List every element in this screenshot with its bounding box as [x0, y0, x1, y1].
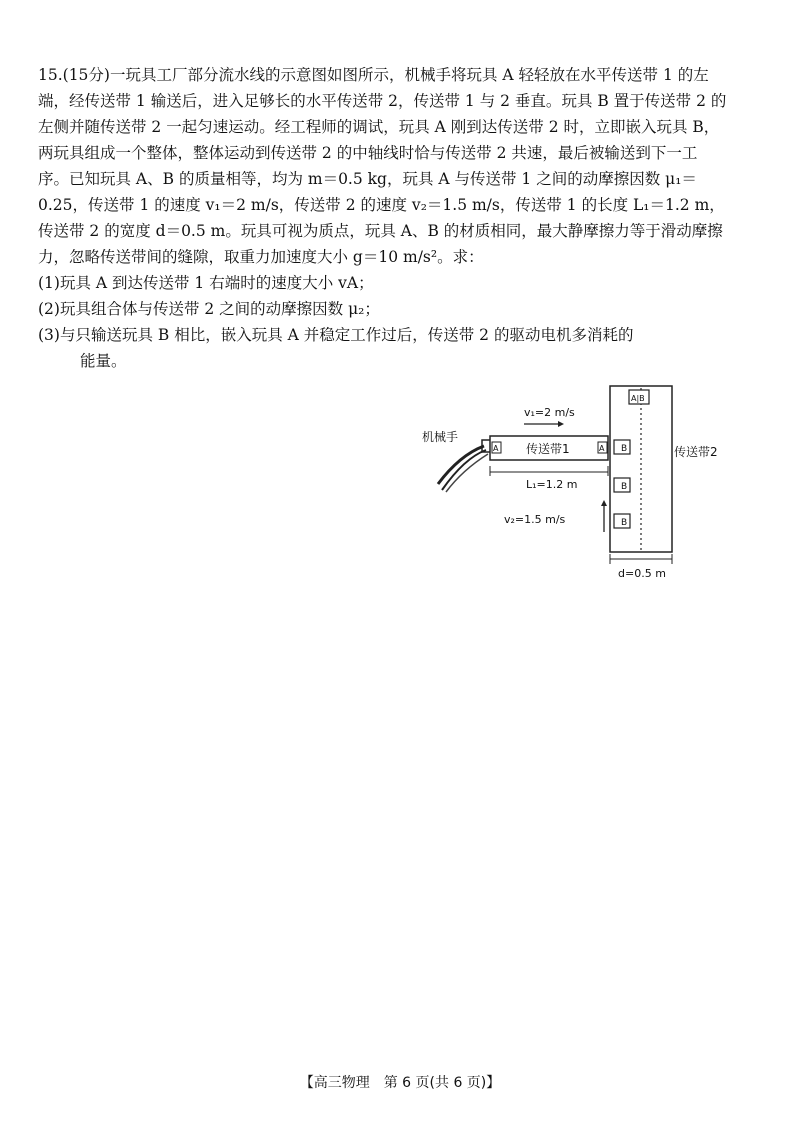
- belt-1-label: 传送带1: [526, 442, 570, 456]
- v2-label: v₂=1.5 m/s: [504, 513, 566, 526]
- conveyor-diagram-svg: [418, 384, 748, 584]
- robot-arm-icon: [438, 440, 492, 492]
- toy-a-start-label: A: [493, 444, 499, 453]
- toy-b-3-label: B: [621, 518, 628, 528]
- toy-a-end-label: A: [599, 444, 605, 453]
- question-3-continuation: 能量。: [80, 352, 127, 370]
- page-footer: 【高三物理 第 6 页(共 6 页)】: [299, 1075, 501, 1091]
- conveyor-diagram: [418, 384, 748, 584]
- problem-15: [38, 62, 728, 374]
- question-3: (3)与只输送玩具 B 相比，嵌入玩具 A 并稳定工作过后，传送带 2 的驱动电机多消耗的: [38, 326, 634, 344]
- v1-label: v₁=2 m/s: [524, 406, 575, 419]
- l1-label: L₁=1.2 m: [526, 478, 578, 491]
- question-2: (2)玩具组合体与传送带 2 之间的动摩擦因数 μ₂；: [38, 300, 380, 318]
- belt-2-label: 传送带2: [674, 445, 718, 459]
- question-1: (1)玩具 A 到达传送带 1 右端时的速度大小 vA；: [38, 274, 374, 292]
- problem-statement: 15.(15分)一玩具工厂部分流水线的示意图如图所示，机械手将玩具 A 轻轻放在水平传送带 1 的左端，经传送带 1 输送后，进入足够长的水平传送带 2，传送带 1 与 2 垂直。玩具 B 置于传送带 2 的左侧并随传送带 2 一起匀速运动。经工程师的调试，玩具 A 刚到达传送带 2 时，立即嵌入玩具 B，两玩具组成一个整体，整体运动到传送带 2 的中轴线时恰与传送带 2 共速，最后被输送到下一工序。已知玩具 A、B 的质量相等，均为 m＝0.5 kg，玩具 A 与传送带 1 之间的动摩擦因数 μ₁＝0.25，传送带 1 的速度 v₁＝2 m/s，传送带 2 的速度 v₂＝1.5 m/s，传送带 1 的长度 L₁＝1.2 m，传送带 2 的宽度 d＝0.5 m。玩具可视为质点，玩具 A、B 的材质相同，最大静摩擦力等于滑动摩擦力，忽略传送带间的缝隙，取重力加速度大小 g＝10 m/s²。求：: [38, 66, 727, 266]
- toy-b-2-label: B: [621, 482, 628, 492]
- d-label: d=0.5 m: [618, 567, 666, 580]
- toy-b-1-label: B: [621, 444, 628, 454]
- robot-arm-label: 机械手: [422, 430, 459, 444]
- toy-ab-label: A|B: [631, 394, 645, 403]
